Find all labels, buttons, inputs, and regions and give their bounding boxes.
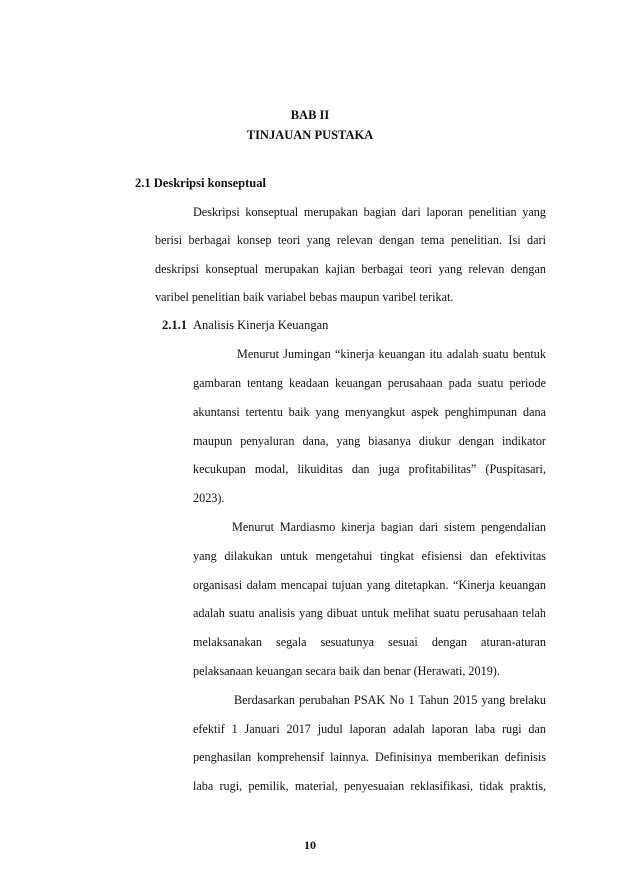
paragraph-line: yang dilakukan untuk mengetahui tingkat efisiensi dan efektivitas [193,549,546,563]
paragraph-line: akuntansi tertentu baik yang menyangkut aspek penghimpunan dana [193,405,546,419]
section-line: Deskripsi konseptual merupakan bagian dari laporan penelitian yang [193,205,546,219]
paragraph-line: melaksanakan segala sesuatunya sesuai dengan aturan-aturan [193,635,546,649]
section-line: varibel penelitian baik variabel bebas maupun varibel terikat. [155,290,454,304]
paragraph-line: gambaran tentang keadaan keuangan perusahaan pada suatu periode [193,376,546,390]
section-heading: 2.1 Deskripsi konseptual [135,176,266,190]
subsection-number: 2.1.1 [162,318,187,332]
paragraph-line: Menurut Jumingan “kinerja keuangan itu adalah suatu bentuk [237,347,546,361]
chapter-title: TINJAUAN PUSTAKA [246,128,374,142]
paragraph-line: organisasi dalam mencapai tujuan yang ditetapkan. “Kinerja keuangan [193,578,546,592]
section-line: berisi berbagai konsep teori yang relevan dengan tema penelitian. Isi dari [155,233,546,247]
paragraph-line: kecukupan modal, likuiditas dan juga profitabilitas” (Puspitasari, [193,462,546,476]
paragraph-line: Menurut Mardiasmo kinerja bagian dari sistem pengendalian [232,520,546,534]
paragraph-line: efektif 1 Januari 2017 judul laporan adalah laporan laba rugi dan [193,722,546,736]
paragraph-line: penghasilan komprehensif lainnya. Definisinya memberikan definisis [193,750,546,764]
paragraph-line: laba rugi, pemilik, material, penyesuaian reklasifikasi, tidak praktis, [193,779,546,793]
section-line: deskripsi konseptual merupakan kajian berbagai teori yang relevan dengan [155,262,546,276]
paragraph-line: maupun penyaluran dana, yang biasanya diukur dengan indikator [193,434,546,448]
paragraph-line: pelaksanaan keuangan secara baik dan benar (Herawati, 2019). [193,664,500,678]
paragraph-line: adalah suatu analisis yang dibuat untuk melihat suatu perusahaan telah [193,606,546,620]
paragraph-line: Berdasarkan perubahan PSAK No 1 Tahun 2015 yang brelaku [234,693,546,707]
subsection-title: Analisis Kinerja Keuangan [193,318,329,332]
chapter-label: BAB II [290,108,330,122]
paragraph-line: 2023). [193,491,225,505]
page-number: 10 [304,838,316,852]
